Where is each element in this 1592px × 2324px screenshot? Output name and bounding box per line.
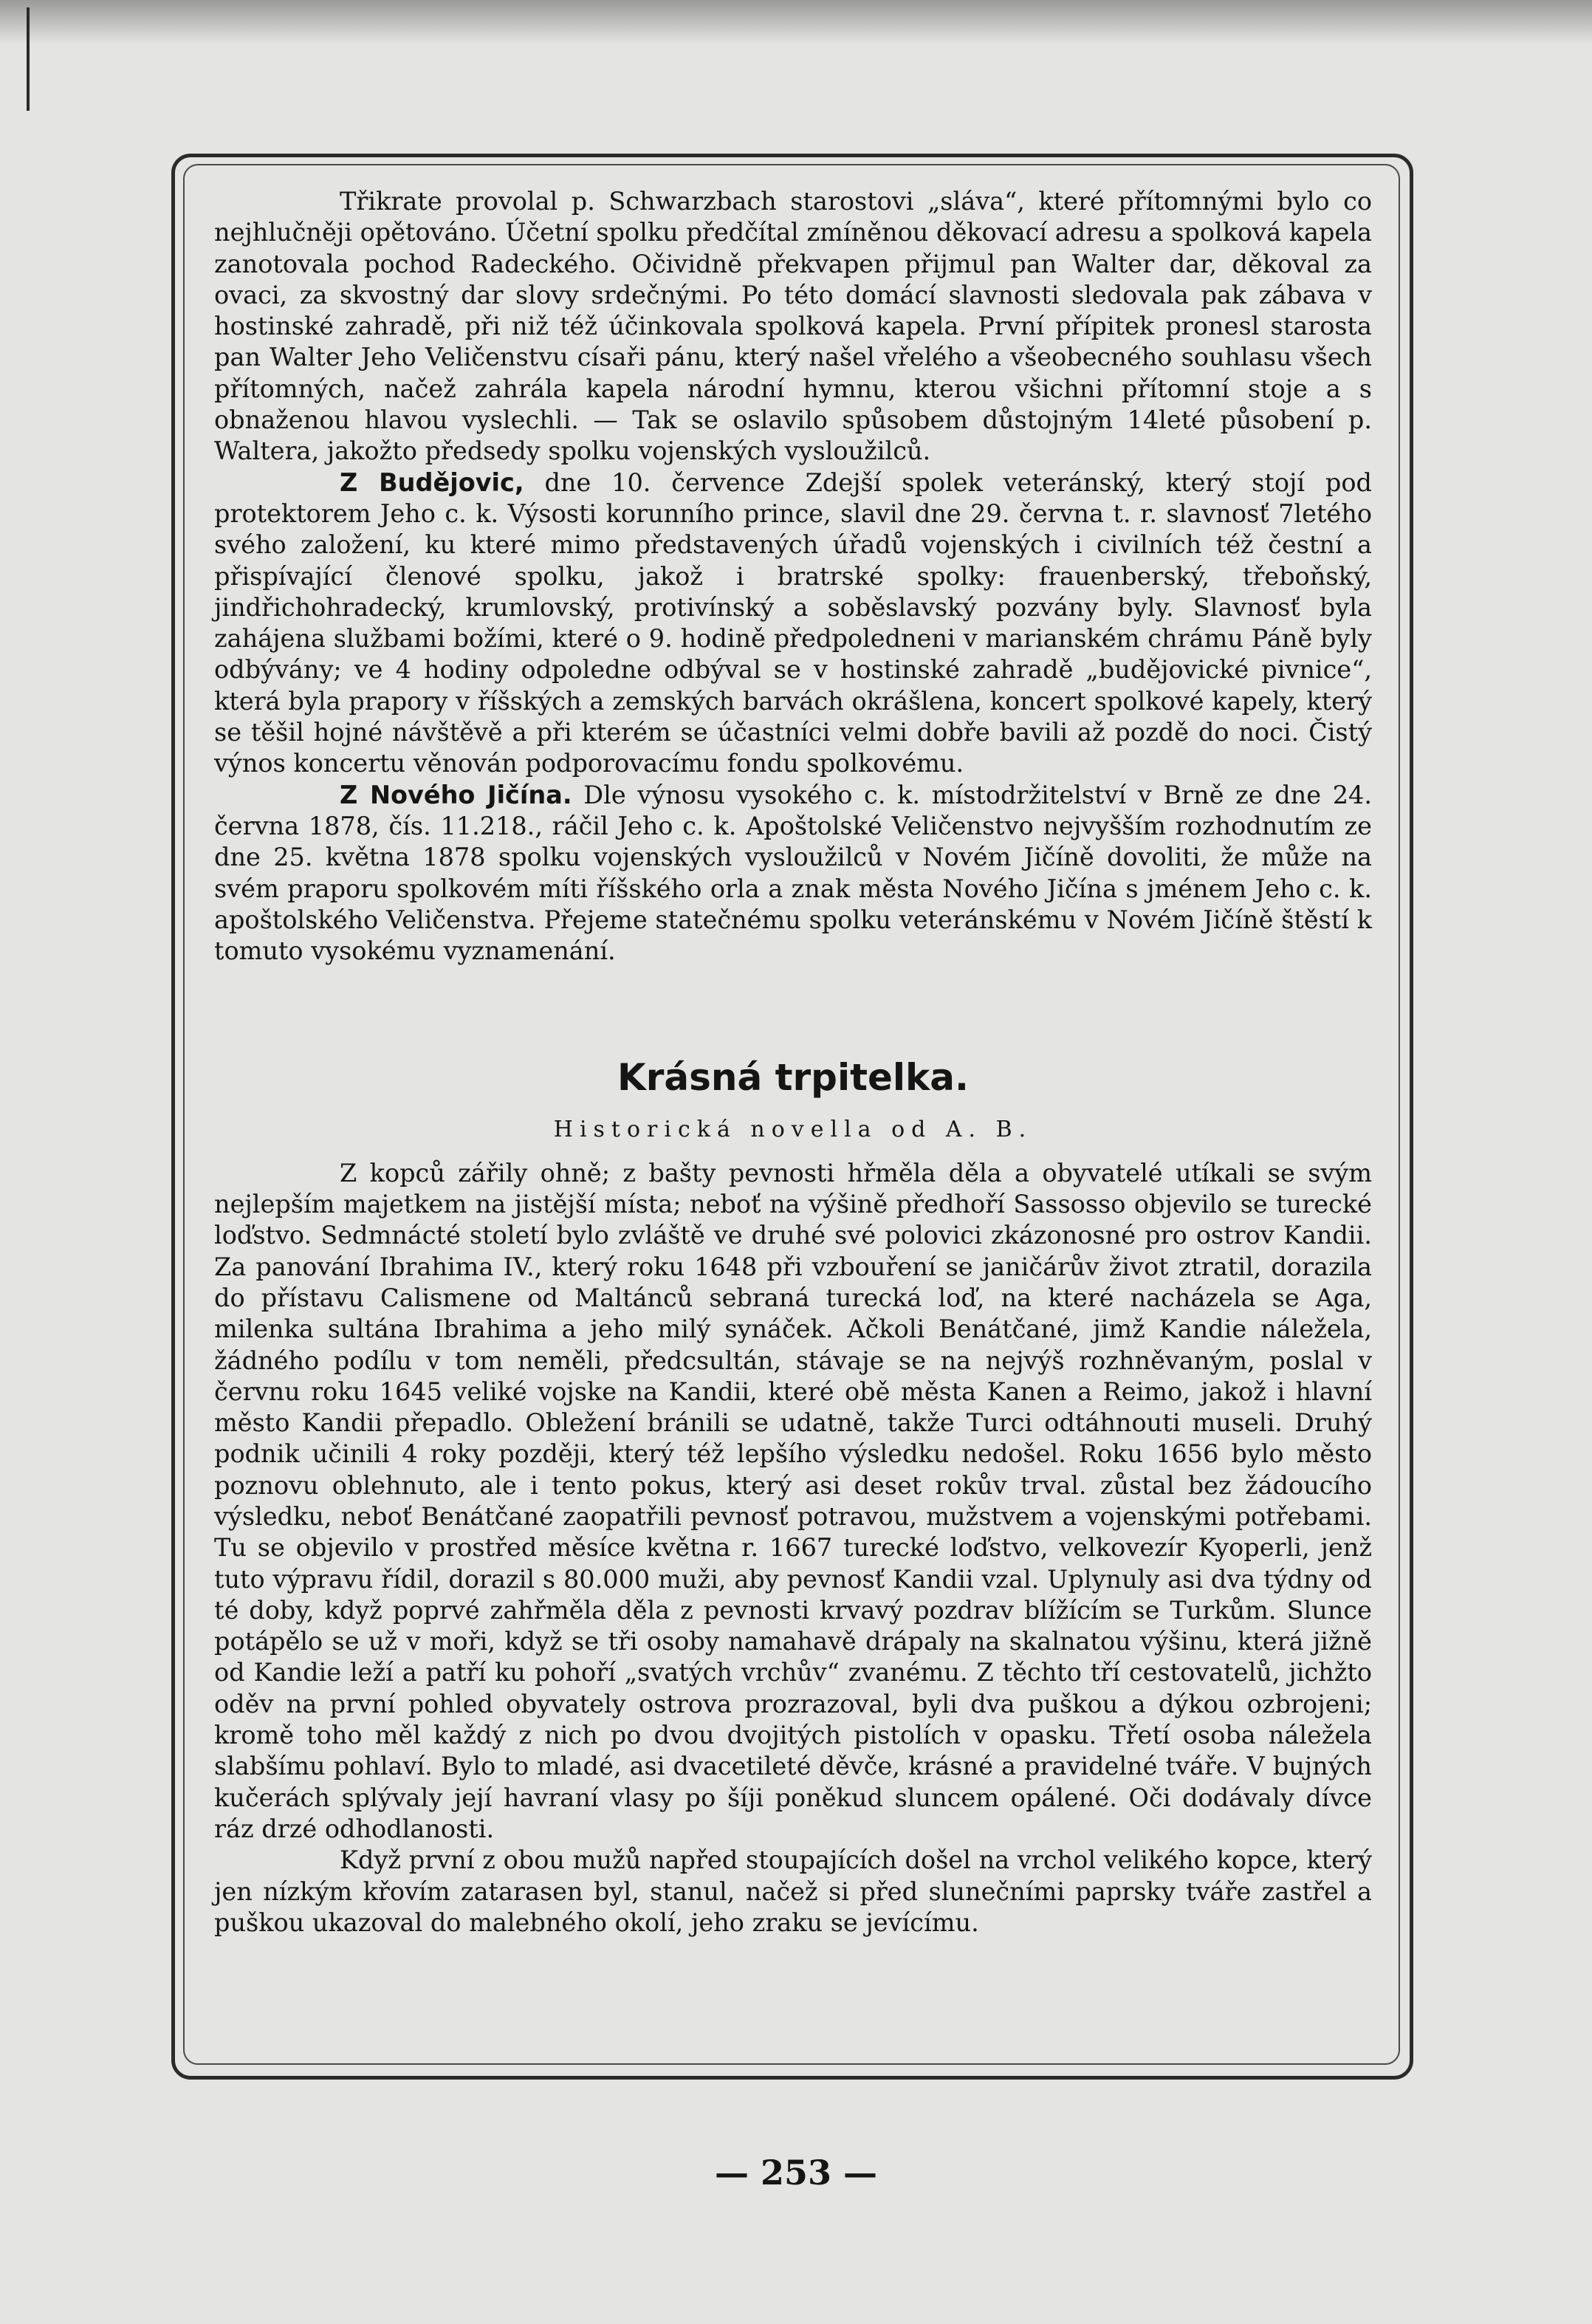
story-subtitle: Historická novella od A. B. bbox=[553, 1117, 1033, 1143]
article1-paragraph-2-text: dne 10. července Zdejší spolek veteránský, který stojí pod protektorem Jeho c. k. Výsosti korunního prince, slavil dne 29. června t. r. slavnosť 7letého svého založení, ku které mimo představených úřadů vojenských i civilních též čestní a přispívající členové spolku, jakož i bratrské spolky: frauenberský, třeboňský, jindřichohradecký, krumlovský, protivínský a soběslavský pozvány byly. Slavnosť byla zahájena službami božími, které o 9. hodině předpoledneni v marianském chrámu Páně byly odbývány; ve 4 hodiny odpoledne odbýval se v hostinské zahradě „budějovické pivnice“, která byla prapory v říšských a zemských barvách okrášlena, koncert spolkové kapely, který se těšil hojné návštěvě a při kterém se účastníci velmi dobře bavili až pozdě do noci. Čistý výnos koncertu věnován podporovacímu fondu spolkovému. bbox=[214, 467, 1372, 778]
section-spacer bbox=[214, 967, 1372, 1055]
place-heading-novy-jicin: Z Nového Jičína. bbox=[340, 780, 572, 809]
article1-paragraph-2 bbox=[214, 467, 1372, 780]
scan-edge bbox=[0, 0, 1592, 44]
story-title: Krásná trpitelka. bbox=[617, 1056, 970, 1100]
article1-paragraph-3 bbox=[214, 780, 1372, 967]
page-number: — 253 — bbox=[714, 2153, 878, 2193]
story-paragraph-1: Z kopců zářily ohně; z bašty pevnosti hřměla děla a obyvatelé utíkali se svým nejlepším majetkem na jistější místa; neboť na výšině předhoří Sassosso objevilo se turecké loďstvo. Sedmnácté století bylo zvláště ve druhé své polovici zkázonosné pro ostrov Kandii. Za panování Ibrahima IV., který roku 1648 při vzbouření se janičárův život ztratil, dorazila do přístavu Calismene od Maltánců sebraná turecká loď, na které nacházela se Aga, milenka sultána Ibrahima a jeho milý synáček. Ačkoli Benátčané, jimž Kandie náležela, žádného podílu v tom neměli, předcsultán, stávaje se na nejvýš rozhněvaným, poslal v červnu roku 1645 veliké vojske na Kandii, které obě města Kanen a Reimo, jakož i hlavní město Kandii přepadlo. Obležení bránili se udatně, takže Turci odtáhnouti museli. Druhý podnik učinili 4 roky později, který též lepšího výsledku nedošel. Roku 1656 bylo město poznovu oblehnuto, ale i tento pokus, který asi deset rokův trval. zůstal bez žádoucího výsledku, neboť Benátčané zaopatřili pevnosť potravou, mužstvem a vojenskými potřebami. Tu se objevilo v prostřed měsíce května r. 1667 turecké loďstvo, velkovezír Kyoperli, jenž tuto výpravu řídil, dorazil s 80.000 muži, aby pevnosť Kandii vzal. Uplynuly asi dva týdny od té doby, když poprvé zahřměla děla z pevnosti krvavý pozdrav blížícím se Turkům. Slunce potápělo se už v moři, když se tři osoby namahavě drápaly na skalnatou výšinu, která jižně od Kandie leží a patří ku pohoří „svatých vrchův“ zvanému. Z těchto tří cestovatelů, jichžto oděv na první pohled obyvately ostrova prozrazoval, byli dva puškou a dýkou ozbrojeni; kromě toho měl každý z nich po dvou dvojitých pistolích v opasku. Třetí osoba náležela slabšímu pohlaví. Bylo to mladé, asi dvacetileté děvče, krásné a pravidelné tváře. V bujných kučerách splývaly její havraní vlasy po šíji poněkud sluncem opálené. Oči dodávaly dívce ráz drzé odhodlanosti. bbox=[214, 1158, 1372, 1843]
place-heading-budejovice: Z Budějovic, bbox=[340, 467, 524, 497]
story-paragraph-2: Když první z obou mužů napřed stoupajících došel na vrchol velikého kopce, který jen nízkým křovím zatarasen byl, stanul, načež si před slunečními paprsky tváře zastřel a puškou ukazoval do malebného okolí, jeho zraku se jevícímu. bbox=[214, 1845, 1372, 1937]
article1-paragraph-1: Třikrate provolal p. Schwarzbach starostovi „sláva“, které přítomnými bylo co nejhlučněji opětováno. Účetní spolku předčítal zmíněnou děkovací adresu a spolková kapela zanotovala pochod Radeckého. Očividně překvapen přijmul pan Walter dar, děkoval za ovaci, za skvostný dar slovy srdečnými. Po této domácí slavnosti sledovala pak zábava v hostinské zahradě, při niž též účinkovala spolková kapela. První přípitek pronesl starosta pan Walter Jeho Veličenstvu císaři pánu, který našel vřelého a všeobecného souhlasu všech přítomných, načež zahrála kapela národní hymnu, kterou všichni přítomní stoje a s obnaženou hlavou vyslechli. — Tak se oslavilo spůsobem důstojným 14leté působení p. Waltera, jakožto předsedy spolku vojenských vysloužilců. bbox=[214, 187, 1372, 466]
article1-paragraph-3-text: Dle výnosu vysokého c. k. místodržitelství v Brně ze dne 24. června 1878, čís. 11.218., ráčil Jeho c. k. Apoštolské Veličenstvo nejvyšším rozhodnutím ze dne 25. května 1878 spolku vojenských vysloužilců v Novém Jičíně dovoliti, že může na svém praporu spolkovém míti říšského orla a znak města Nového Jičína s jménem Jeho c. k. apoštolského Veličenstva. Přejeme statečnému spolku veteránskému v Novém Jičíně štěstí k tomuto vysokému vyznamenání. bbox=[214, 780, 1372, 966]
scan-left-rule bbox=[27, 7, 30, 111]
page-content bbox=[214, 186, 1372, 1939]
